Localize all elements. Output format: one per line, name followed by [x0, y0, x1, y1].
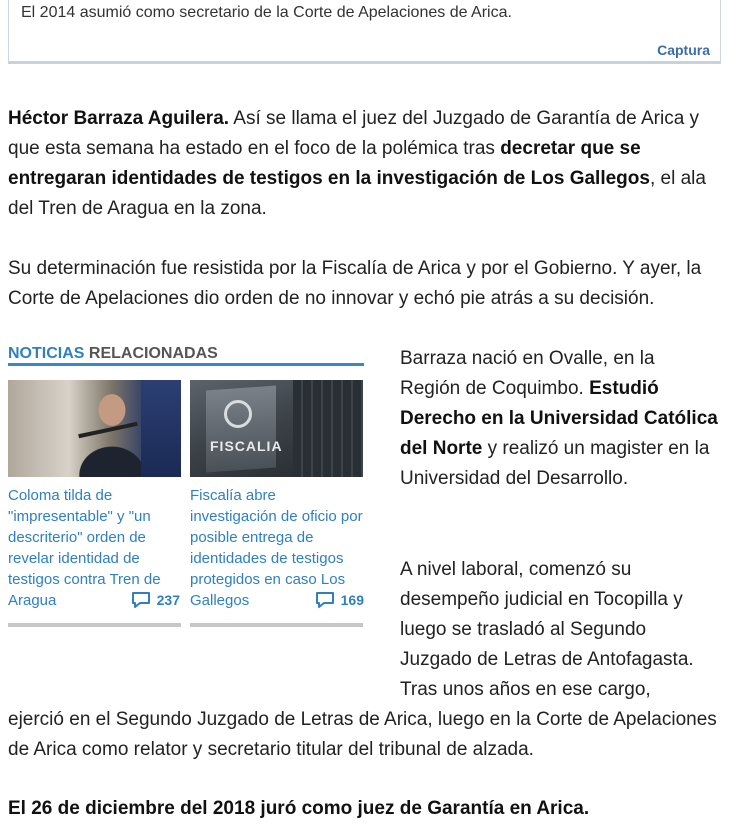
article-paragraph-3 — [400, 344, 720, 494]
related-news-headline-1[interactable]: Coloma tilda de "impresentable" y "un descriterio" orden de revelar identidad de testigos contra Tren de Aragua — [8, 487, 161, 609]
microphone-shape — [78, 422, 138, 438]
photo-credit: Captura — [657, 42, 710, 58]
flag-shape — [141, 380, 181, 477]
p3-bold-studies: Estudió Derecho en la Universidad Católica del Norte — [400, 378, 718, 459]
comment-count-1[interactable] — [131, 590, 180, 610]
related-title-accent: NOTICIAS — [8, 345, 85, 362]
photo-caption-box — [8, 0, 721, 64]
p1-text-2: , el ala del Tren de Aragua en la zona. — [8, 168, 706, 219]
related-news-item-2[interactable] — [190, 380, 363, 609]
related-news-title — [8, 344, 364, 366]
related-news — [8, 344, 364, 664]
related-news-item-1[interactable] — [8, 380, 181, 609]
article-paragraph-1 — [8, 104, 732, 224]
fiscalia-logo-icon — [224, 400, 252, 428]
comment-count-2[interactable] — [315, 590, 364, 610]
article-paragraph-4-end: ejerció en el Segundo Juzgado de Letras de Arica, luego en la Corte de Apelaciones de Arica como relator y secretario titular del tribunal de alzada. — [8, 709, 717, 760]
article-paragraph-4-start: A nivel laboral, comenzó su desempeño judicial en Tocopilla y luego se trasladó al Segundo Juzgado de Letras de Antofagasta. Tras unos años en ese cargo, — [400, 559, 694, 700]
p3-text-2: y realizó un magister en la Universidad del Desarrollo. — [400, 438, 710, 489]
related-title-rest: RELACIONADAS — [84, 345, 218, 362]
related-news-headline-2[interactable]: Fiscalía abre investigación de oficio por posible entrega de identidades de testigos protegidos en caso Los Gallegos — [190, 487, 363, 609]
sign-shape — [206, 386, 276, 473]
image-sign-text: FISCALIA — [210, 438, 283, 454]
building-shape — [293, 380, 363, 477]
comment-count-value-2: 169 — [340, 592, 364, 608]
related-news-divider-2 — [190, 623, 363, 627]
comment-icon — [315, 592, 335, 608]
comment-count-value-1: 237 — [156, 592, 180, 608]
judge-name: Héctor Barraza Aguilera. — [8, 108, 230, 129]
photo-caption-text: El 2014 asumió como secretario de la Corte de Apelaciones de Arica. — [21, 4, 512, 21]
p1-text-1: Así se llama el juez del Juzgado de Garantía de Arica y que esta semana ha estado en el foco de la polémica tras — [8, 108, 700, 159]
comment-icon — [131, 592, 151, 608]
article-paragraph-2: Su determinación fue resistida por la Fiscalía de Arica y por el Gobierno. Y ayer, la Corte de Apelaciones dio orden de no innovar y echó pie atrás a su decisión. — [8, 258, 702, 309]
related-news-divider-1 — [8, 623, 181, 627]
p1-bold-decision: decretar que se entregaran identidades de testigos en la investigación de Los Gallegos — [8, 138, 650, 189]
p3-text-1: Barraza nació en Ovalle, en la Región de Coquimbo. — [400, 348, 655, 399]
p5-bold-oath: El 26 de diciembre del 2018 juró como juez de Garantía en Arica. — [8, 798, 590, 819]
related-news-image-1[interactable] — [8, 380, 181, 477]
related-news-image-2[interactable] — [190, 380, 363, 477]
